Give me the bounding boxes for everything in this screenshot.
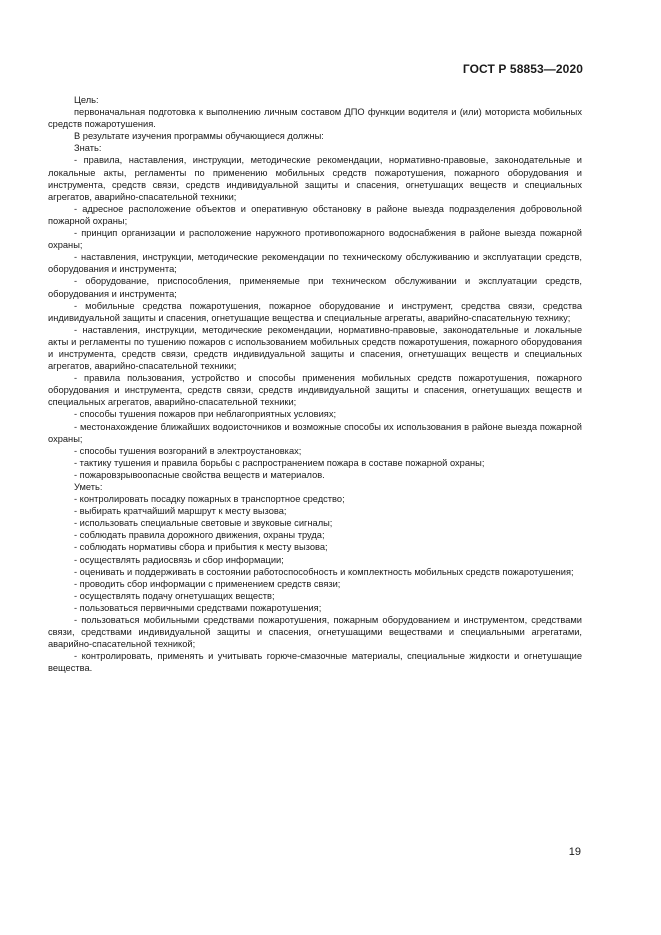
list-item-know: - правила пользования, устройство и способы применения мобильных средств пожаротушения, пожарного оборудования и инструмента, средств связи, средств индивидуальной защиты и спасения, огнетушащих веществ и специальных агрегатов, аварийно-спасательной техники;: [48, 373, 582, 408]
list-item-know: - пожаровзрывоопасные свойства веществ и материалов.: [74, 469, 325, 480]
list-item-able: - использовать специальные световые и звуковые сигналы;: [74, 518, 333, 529]
list-item-know: - мобильные средства пожаротушения, пожарное оборудование и инструмент, средства связи, средства индивидуальной защиты и спасения, огнетушащие вещества и специальные агрегаты, аварийно-спасательную технику;: [48, 300, 582, 323]
list-item-able: - пользоваться мобильными средствами пожаротушения, пожарным оборудованием и инструментом, средствами связи, средствами индивидуальной защиты и спасения, огнетушащими веществами и специальными агрегатами, аварийно-спасательной техникой;: [48, 615, 582, 650]
list-item-able: - оценивать и поддерживать в состоянии работоспособность и комплектность мобильных средств пожаротушения;: [74, 566, 574, 577]
list-item-able: - пользоваться первичными средствами пожаротушения;: [74, 602, 322, 613]
list-item-able: - контролировать, применять и учитывать горюче-смазочные материалы, специальные жидкости и огнетушащие вещества.: [48, 651, 582, 674]
paragraph-know-heading: Знать:: [74, 143, 102, 154]
list-item-able: - контролировать посадку пожарных в транспортное средство;: [74, 494, 345, 505]
list-item-know: - тактику тушения и правила борьбы с распространением пожара в составе пожарной охраны;: [74, 457, 485, 468]
list-item-know: - адресное расположение объектов и оперативную обстановку в районе выезда подразделения добровольной пожарной охраны;: [48, 203, 582, 226]
list-item-know: - способы тушения возгораний в электроустановках;: [74, 445, 302, 456]
list-item-able: - осуществлять подачу огнетушащих веществ;: [74, 590, 275, 601]
list-item-know: - принцип организации и расположение наружного противопожарного водоснабжения в районе выезда пожарной охраны;: [48, 228, 582, 251]
list-item-know: - местонахождение ближайших водоисточников и возможные способы их использования в районе выезда пожарной охраны;: [48, 421, 582, 444]
document-header-standard-code: ГОСТ Р 58853—2020: [462, 62, 583, 76]
paragraph-goal-heading: Цель:: [74, 95, 99, 105]
paragraph-goal-text: первоначальная подготовка к выполнению личным составом ДПО функции водителя и (или) моториста мобильных средств пожаротушения.: [48, 107, 582, 130]
list-item-able: - проводить сбор информации с применением средств связи;: [74, 578, 341, 589]
paragraph-learning-outcome-intro: В результате изучения программы обучающиеся должны:: [74, 131, 324, 142]
list-item-able: - выбирать кратчайший маршрут к месту вызова;: [74, 506, 287, 517]
document-body: [48, 94, 582, 675]
page-number: 19: [568, 846, 581, 858]
paragraph-able-heading: Уметь:: [74, 482, 103, 492]
list-item-know: - наставления, инструкции, методические рекомендации по техническому обслуживанию и эксплуатации средств, оборудования и инструмента;: [48, 252, 582, 275]
list-item-able: - осуществлять радиосвязь и сбор информации;: [74, 554, 284, 565]
list-item-know: - правила, наставления, инструкции, методические рекомендации, нормативно-правовые, законодательные и локальные акты, регламенты по применению мобильных средств пожаротушения, пожарного оборудования и инструмента, средств связи, средств индивидуальной защиты и спасения, огнетушащих веществ и специальных агрегатов, аварийно-спасательной техники;: [48, 155, 582, 202]
list-item-know: - наставления, инструкции, методические рекомендации, нормативно-правовые, законодательные и локальные акты и регламенты по тушению пожаров с использованием мобильных средств пожаротушения, пожарного оборудования и инструмента, средств связи, средств индивидуальной защиты и спасения, огнетушащих веществ и специальных агрегатов, аварийно-спасательной техники;: [48, 324, 582, 372]
list-item-know: - способы тушения пожаров при неблагоприятных условиях;: [74, 409, 337, 420]
list-item-able: - соблюдать нормативы сбора и прибытия к месту вызова;: [74, 542, 328, 553]
list-item-able: - соблюдать правила дорожного движения, охраны труда;: [74, 530, 325, 541]
list-item-know: - оборудование, приспособления, применяемые при техническом обслуживании и эксплуатации средств, оборудования и инструмента;: [48, 276, 582, 299]
